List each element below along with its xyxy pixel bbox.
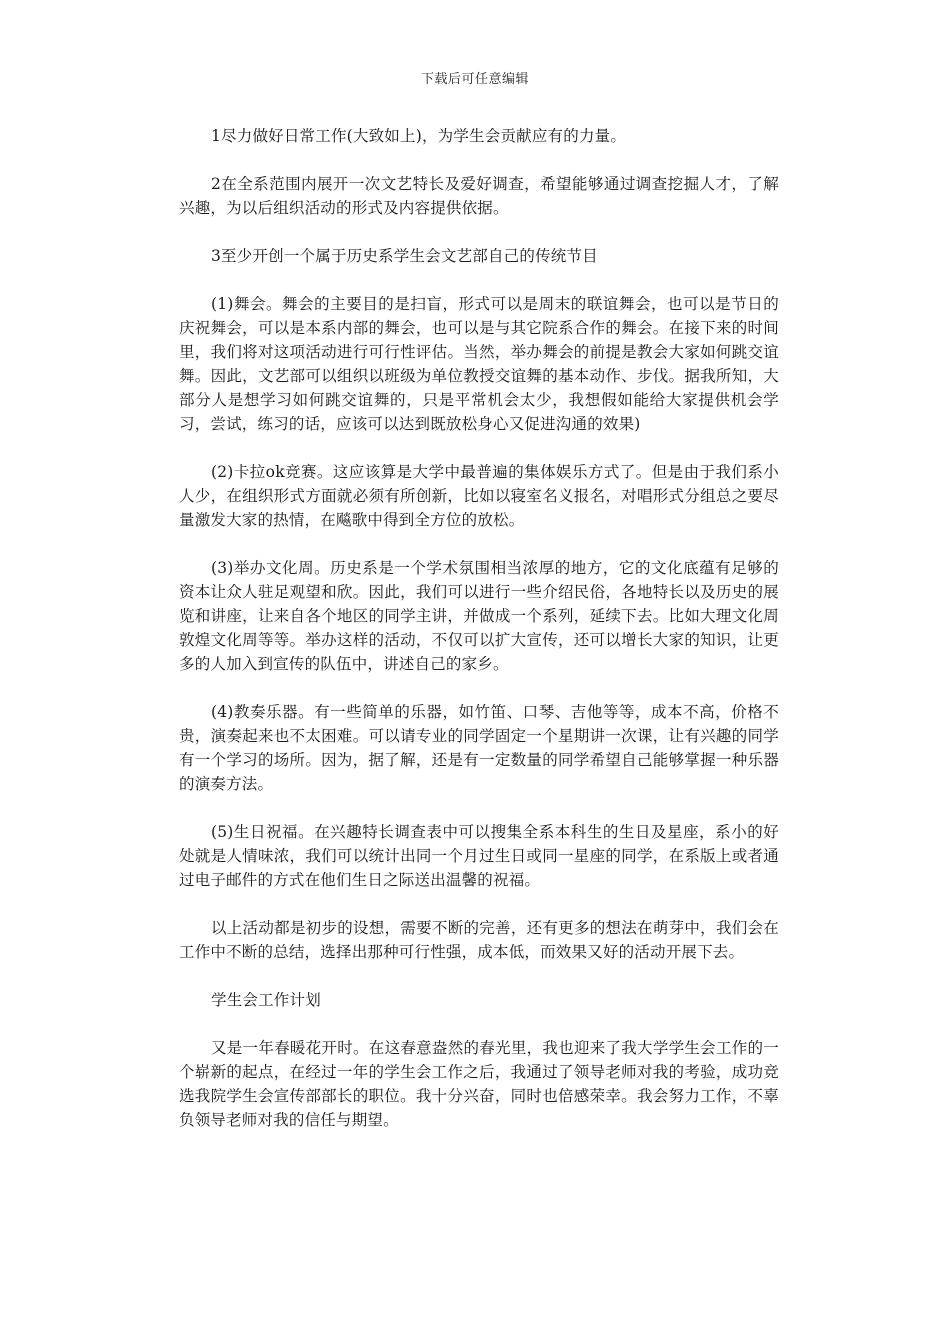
paragraph-item-2: 2在全系范围内展开一次文艺特长及爱好调查，希望能够通过调查挖掘人才，了解兴趣，为以后组织活动的形式及内容提供依据。 xyxy=(179,175,779,217)
section-heading: 学生会工作计划 xyxy=(211,991,321,1009)
paragraph-item-3: 3至少开创一个属于历史系学生会文艺部自己的传统节目 xyxy=(211,247,598,265)
paragraph-instruments: (4)教奏乐器。有一些简单的乐器，如竹笛、口琴、吉他等等，成本不高，价格不贵，演奏起来也不太困难。可以请专业的同学固定一个星期讲一次课，让有兴趣的同学有一个学习的场所。因为，据了解，还是有一定数量的同学希望自己能够掌握一种乐器的演奏方法。 xyxy=(179,703,779,793)
paragraph-karaoke: (2)卡拉ok竞赛。这应该算是大学中最普遍的集体娱乐方式了。但是由于我们系小人少，在组织形式方面就必须有所创新，比如以寝室名义报名，对唱形式分组总之要尽量激发大家的热情，在飚歌中得到全方位的放松。 xyxy=(179,463,779,529)
paragraph-culture-week: (3)举办文化周。历史系是一个学术氛围相当浓厚的地方，它的文化底蕴有足够的资本让众人驻足观望和欣。因此，我们可以进行一些介绍民俗，各地特长以及历史的展览和讲座，让来自各个地区的同学主讲，并做成一个系列，延续下去。比如大理文化周敦煌文化周等等。举办这样的活动，不仅可以扩大宣传，还可以增长大家的知识，让更多的人加入到宣传的队伍中，讲述自己的家乡。 xyxy=(179,559,779,673)
paragraph-birthday: (5)生日祝福。在兴趣特长调查表中可以搜集全系本科生的生日及星座，系小的好处就是人情味浓，我们可以统计出同一个月过生日或同一星座的同学，在系版上或者通过电子邮件的方式在他们生日之际送出温馨的祝福。 xyxy=(179,823,779,889)
paragraph-item-1: 1尽力做好日常工作(大致如上)，为学生会贡献应有的力量。 xyxy=(211,127,627,145)
document-body xyxy=(179,124,779,1156)
paragraph-dance: (1)舞会。舞会的主要目的是扫盲，形式可以是周末的联谊舞会，也可以是节日的庆祝舞会，可以是本系内部的舞会，也可以是与其它院系合作的舞会。在接下来的时间里，我们将对这项活动进行可行性评估。当然，举办舞会的前提是教会大家如何跳交谊舞。因此，文艺部可以组织以班级为单位教授交谊舞的基本动作、步伐。据我所知，大部分人是想学习如何跳交谊舞的，只是平常机会太少，我想假如能给大家提供机会学习，尝试，练习的话，应该可以达到既放松身心又促进沟通的效果) xyxy=(179,295,779,433)
paragraph-summary: 以上活动都是初步的设想，需要不断的完善，还有更多的想法在萌芽中，我们会在工作中不断的总结，选择出那种可行性强，成本低，而效果又好的活动开展下去。 xyxy=(179,919,779,961)
header-note: 下载后可任意编辑 xyxy=(420,72,529,87)
paragraph-intro: 又是一年春暖花开时。在这春意盎然的春光里，我也迎来了我大学学生会工作的一个崭新的起点，在经过一年的学生会工作之后，我通过了领导老师对我的考验，成功竞选我院学生会宣传部部长的职位。我十分兴奋，同时也倍感荣幸。我会努力工作，不辜负领导老师对我的信任与期望。 xyxy=(179,1039,779,1129)
